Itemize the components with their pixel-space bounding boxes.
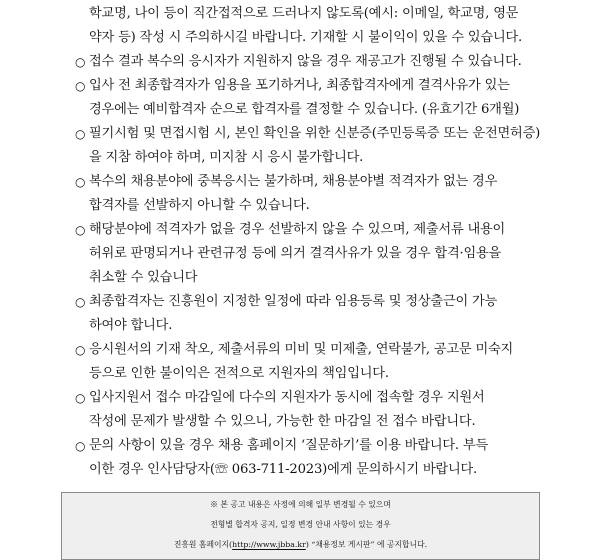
- bullet-icon: ○: [75, 223, 86, 237]
- text-line: 취소할 수 있습니다: [89, 270, 198, 285]
- text-line: 등으로 인한 불이익은 전적으로 지원자의 책임입니다.: [89, 366, 389, 381]
- notice-line: [62, 535, 539, 555]
- homepage-link[interactable]: http://www.jbba.kr: [232, 540, 306, 549]
- text-line: 작성에 문제가 발생할 수 있으니, 가능한 한 마감일 전 접수 바랍니다.: [89, 414, 476, 429]
- bullet-icon: ○: [75, 439, 86, 453]
- bullet-icon: ○: [75, 79, 86, 93]
- bullet-icon: ○: [75, 127, 86, 141]
- notice-text: ) “채용정보 게시판” 에 공지합니다.: [305, 540, 428, 549]
- text-line: 허위로 판명되거나 관련규정 등에 의거 결격사유가 있을 경우 합격·임용을: [89, 246, 502, 261]
- text-line: 입사 전 최종합격자가 임용을 포기하거나, 최종합격자에게 결격사유가 있는: [89, 78, 510, 93]
- text-line: 을 지참 하여야 하며, 미지참 시 응시 불가합니다.: [89, 150, 364, 165]
- text-line: 경우에는 예비합격자 순으로 합격자를 결정할 수 있습니다. (유효기간 6개월): [89, 102, 520, 117]
- notice-line: ※ 본 공고 내용은 사정에 의해 일부 변경될 수 있으며: [210, 500, 391, 509]
- text-line: 학교명, 나이 등이 직간접적으로 드러나지 않도록(예시: 이메일, 학교명, 영문: [89, 6, 519, 21]
- text-line: 하여야 합니다.: [89, 318, 173, 333]
- notice-line: 전형별 합격자 공지, 일정 변경 안내 사항이 있는 경우: [210, 520, 391, 529]
- text-line: 이한 경우 인사담당자(☏ 063-711-2023)에게 문의하시기 바랍니다.: [89, 462, 478, 477]
- notice-box: [61, 492, 540, 560]
- bullet-icon: ○: [75, 295, 86, 309]
- bullet-icon: ○: [75, 343, 86, 357]
- text-line: 복수의 채용분야에 중복응시는 불가하며, 채용분야별 적격자가 없는 경우: [89, 174, 498, 189]
- bullet-icon: ○: [75, 55, 86, 69]
- text-line: 약자 등) 작성 시 주의하시길 바랍니다. 기재할 시 불이익이 있을 수 있습니다.: [89, 30, 523, 45]
- text-line: 합격자를 선발하지 아니할 수 있습니다.: [89, 198, 310, 213]
- text-line: 해당분야에 적격자가 없을 경우 선발하지 않을 수 있으며, 제출서류 내용이: [89, 222, 506, 237]
- bullet-icon: ○: [75, 175, 86, 189]
- text-line: 필기시험 및 면접시험 시, 본인 확인을 위한 신분증(주민등록증 또는 운전면허증): [89, 126, 541, 141]
- notice-text: 진흥원 홈페이지(: [173, 540, 233, 549]
- bullet-icon: ○: [75, 391, 86, 405]
- text-line: 최종합격자는 진흥원이 지정한 일정에 따라 임용등록 및 정상출근이 가능: [89, 294, 498, 309]
- text-line: 입사지원서 접수 마감일에 다수의 지원자가 동시에 접속할 경우 지원서: [89, 390, 485, 405]
- text-line: 접수 결과 복수의 응시자가 지원하지 않을 경우 재공고가 진행될 수 있습니다.: [89, 54, 522, 69]
- text-line: 문의 사항이 있을 경우 채용 홈페이지 ‘질문하기’를 이용 바랍니다. 부득: [89, 438, 488, 453]
- text-line: 응시원서의 기재 착오, 제출서류의 미비 및 미제출, 연락불가, 공고문 미숙지: [89, 342, 514, 357]
